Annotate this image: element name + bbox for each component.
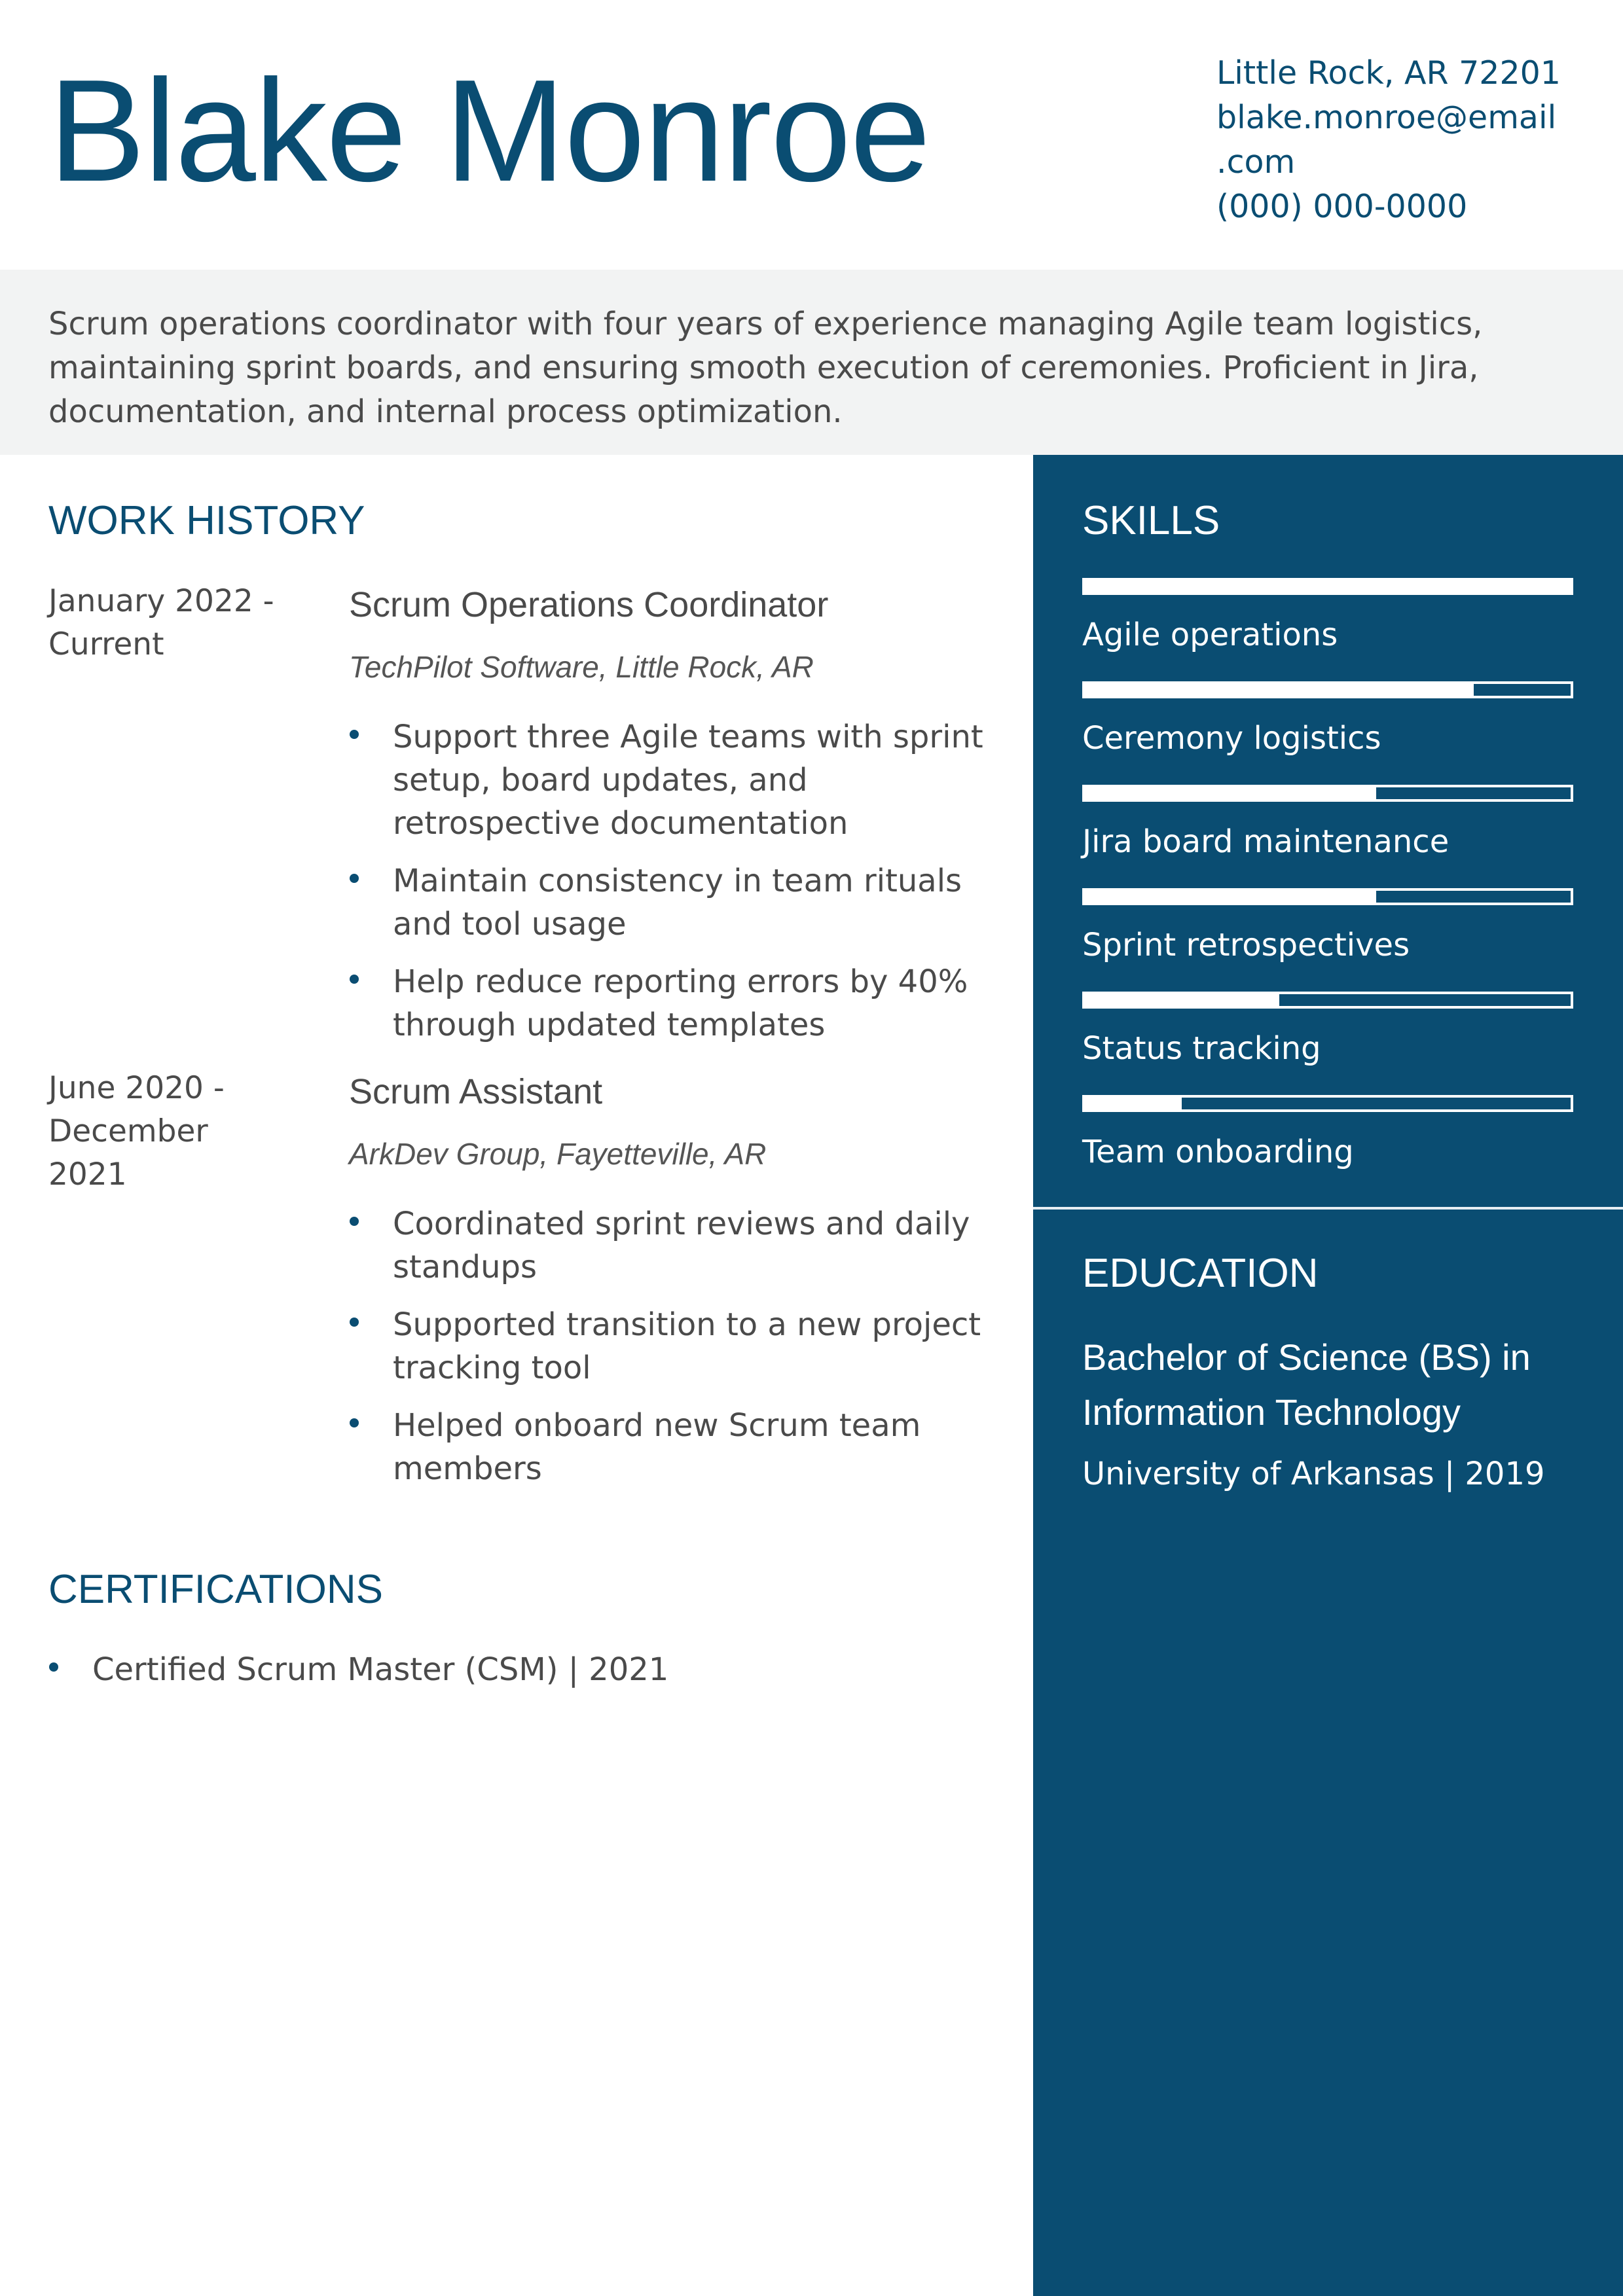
skill-bar-fill (1085, 787, 1376, 799)
skill-bar-fill (1085, 684, 1474, 696)
job-company: TechPilot Software, Little Rock, AR (349, 650, 814, 684)
contact-email-line-2[interactable]: .com (1216, 143, 1296, 181)
job-date-start: June 2020 - (48, 1070, 225, 1106)
job-bullet: Coordinated sprint reviews and daily standups (393, 1202, 1002, 1289)
skill-bar-fill (1085, 581, 1571, 592)
resume-header (0, 0, 1623, 270)
job-date (48, 580, 323, 666)
skill-label: Team onboarding (1082, 1134, 1354, 1170)
job-date-start: January 2022 - (48, 583, 274, 619)
job-title: Scrum Assistant (349, 1072, 603, 1111)
job-bullets (393, 1202, 1002, 1505)
skill-label: Jira board maintenance (1082, 823, 1450, 860)
skill-label: Agile operations (1082, 617, 1338, 653)
skill-bar (1082, 578, 1573, 595)
job-date (48, 1067, 323, 1196)
skill-bar (1082, 1095, 1573, 1112)
skill-bar-fill (1085, 891, 1376, 903)
skill-bar (1082, 785, 1573, 802)
job-title: Scrum Operations Coordinator (349, 585, 829, 624)
sidebar-divider (1033, 1207, 1623, 1210)
job-bullet: Maintain consistency in team rituals and tool usage (393, 859, 1002, 946)
job-bullet: Support three Agile teams with sprint setup, board updates, and retrospective documentation (393, 715, 1002, 845)
job-date-end: Current (48, 626, 164, 662)
contact-info (1216, 51, 1583, 229)
professional-summary: Scrum operations coordinator with four years of experience managing Agile team logistics, maintaining sprint boards, and ensuring smooth execution of ceremonies. Proficient in Jira, documentation, and internal process optimization. (48, 306, 1483, 430)
skill-bar-fill (1085, 994, 1279, 1006)
certifications-heading: CERTIFICATIONS (48, 1567, 383, 1612)
skill-bar-fill (1085, 1098, 1182, 1109)
education-heading: EDUCATION (1082, 1251, 1319, 1296)
job-company: ArkDev Group, Fayetteville, AR (349, 1137, 767, 1171)
work-history-heading: WORK HISTORY (48, 498, 365, 543)
job-bullets (393, 715, 1002, 1061)
job-bullet: Help reduce reporting errors by 40% through updated templates (393, 960, 1002, 1047)
skill-label: Status tracking (1082, 1030, 1321, 1067)
candidate-name: Blake Monroe (48, 50, 930, 212)
job-date-end: December (48, 1113, 208, 1149)
certification-item: Certified Scrum Master (CSM) | 2021 (92, 1648, 996, 1691)
job-date-end-year: 2021 (48, 1157, 127, 1193)
skill-label: Sprint retrospectives (1082, 927, 1410, 963)
contact-phone: (000) 000-0000 (1216, 188, 1468, 225)
education-school: University of Arkansas | 2019 (1082, 1456, 1545, 1492)
job-bullet: Helped onboard new Scrum team members (393, 1404, 1002, 1490)
skill-bar (1082, 888, 1573, 905)
certification-list (92, 1648, 996, 1706)
skill-label: Ceremony logistics (1082, 720, 1381, 757)
contact-location: Little Rock, AR 72201 (1216, 54, 1561, 92)
contact-email-line-1[interactable]: blake.monroe@email (1216, 99, 1557, 136)
skill-bar (1082, 681, 1573, 698)
education-degree: Bachelor of Science (BS) in Information Technology (1082, 1336, 1531, 1433)
skills-heading: SKILLS (1082, 498, 1220, 543)
job-bullet: Supported transition to a new project tracking tool (393, 1303, 1002, 1390)
skill-bar (1082, 992, 1573, 1009)
